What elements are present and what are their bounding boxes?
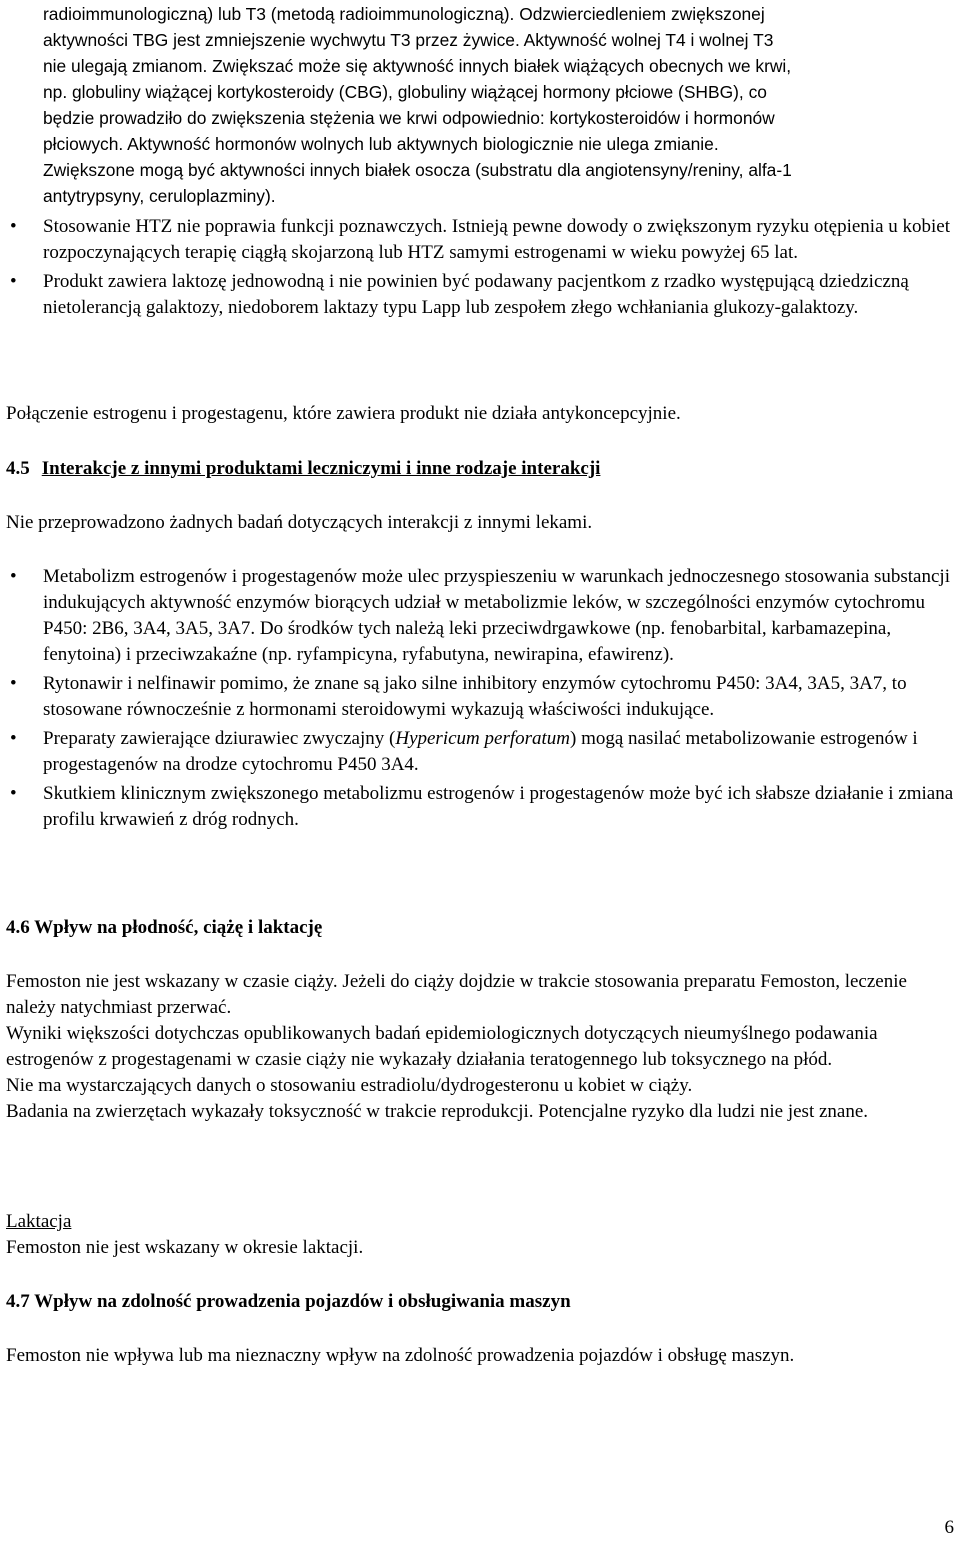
list-item-text: Rytonawir i nelfinawir pomimo, że znane są jako silne inhibitory enzymów cytochromu P450: 3A4, 3A5, 3A7, to stosowane równocześnie z hormonami steroidowymi wykazują właściwości indukujące. <box>43 673 907 720</box>
bullet-icon: • <box>10 783 17 804</box>
continued-text <box>43 1 958 209</box>
section-heading-4-5 <box>6 456 954 482</box>
paragraph: Femoston nie jest wskazany w okresie laktacji. <box>6 1237 364 1258</box>
paragraph: Nie przeprowadzono żadnych badań dotyczących interakcji z innymi lekami. <box>6 512 593 533</box>
list-item <box>6 726 954 778</box>
paragraph: Nie ma wystarczających danych o stosowaniu estradiolu/dydrogesteronu u kobiet w ciąży. <box>6 1075 693 1096</box>
bullet-icon: • <box>10 271 17 292</box>
section-number: 4.5 <box>6 458 30 479</box>
paragraph: Połączenie estrogenu i progestagenu, które zawiera produkt nie działa antykoncepcyjnie. <box>6 403 681 424</box>
list-item <box>6 781 954 833</box>
list-item <box>6 269 954 321</box>
bullet-icon: • <box>10 566 17 587</box>
text-line: antytrypsyny, ceruloplazminy). <box>43 186 276 206</box>
list-item <box>6 214 954 266</box>
text-line: Zwiększone mogą być aktywności innych białek osocza (substratu dla angiotensyny/reniny, alfa-1 <box>43 160 792 180</box>
list-item <box>6 564 954 668</box>
text-line: aktywności TBG jest zmniejszenie wychwytu T3 przez żywice. Aktywność wolnej T4 i wolnej T3 <box>43 30 774 50</box>
bullet-icon: • <box>10 673 17 694</box>
paragraph: Femoston nie wpływa lub ma nieznaczny wpływ na zdolność prowadzenia pojazdów i obsługę maszyn. <box>6 1345 795 1366</box>
subheading-lactation: Laktacja <box>6 1211 72 1232</box>
bullet-list-interactions <box>6 564 954 833</box>
text-line: płciowych. Aktywność hormonów wolnych lub aktywnych biologicznie nie ulega zmianie. <box>43 134 719 154</box>
page-number: 6 <box>944 1517 954 1538</box>
lactation-block <box>6 1209 954 1261</box>
section-heading-4-6: 4.6 Wpływ na płodność, ciążę i laktację <box>6 917 323 938</box>
paragraph: Femoston nie jest wskazany w czasie ciąży. Jeżeli do ciąży dojdzie w trakcie stosowania preparatu Femoston, leczenie należy natychmiast przerwać. <box>6 971 907 1018</box>
list-item-text: Skutkiem klinicznym zwiększonego metabolizmu estrogenów i progestagenów może być ich słabsze działanie i zmiana profilu krwawień z dróg rodnych. <box>43 783 954 830</box>
list-item <box>6 671 954 723</box>
section-title: Interakcje z innymi produktami leczniczymi i inne rodzaje interakcji <box>41 458 601 479</box>
bullet-icon: • <box>10 216 17 237</box>
paragraph: Badania na zwierzętach wykazały toksyczność w trakcie reprodukcji. Potencjalne ryzyko dla ludzi nie jest znane. <box>6 1101 869 1122</box>
paragraph: Wyniki większości dotychczas opublikowanych badań epidemiologicznych dotyczących nieumyślnego podawania estrogenów z progestagenami w czasie ciąży nie wykazały działania teratogennego lub toksycznego na płód. <box>6 1023 878 1070</box>
text-line: nie ulegają zmianom. Zwiększać może się aktywność innych białek wiążących obecnych we krwi, <box>43 56 792 76</box>
text-line: radioimmunologiczną) lub T3 (metodą radioimmunologiczną). Odzwierciedleniem zwiększonej <box>43 4 765 24</box>
text-line: będzie prowadziło do zwiększenia stężenia we krwi odpowiednio: kortykosteroidów i hormonów <box>43 108 775 128</box>
text-span: ) mogą nasilać metabolizowanie estrogenów i progestagenów na drodze cytochromu P450 3A4. <box>43 728 918 775</box>
section-heading-4-7: 4.7 Wpływ na zdolność prowadzenia pojazdów i obsługiwania maszyn <box>6 1291 571 1312</box>
bullet-list-top <box>6 214 954 321</box>
bullet-icon: • <box>10 728 17 749</box>
text-line: np. globuliny wiążącej kortykosteroidy (CBG), globuliny wiążącej hormony płciowe (SHBG), co <box>43 82 767 102</box>
text-span: Preparaty zawierające dziurawiec zwyczajny ( <box>43 728 396 749</box>
latin-name: Hypericum perforatum <box>395 728 571 749</box>
list-item-text: Metabolizm estrogenów i progestagenów może ulec przyspieszeniu w warunkach jednoczesnego stosowania substancji indukujących aktywność enzymów biorących udział w metabolizmie leków, w szczególności enzymów cytochromu P450: 2B6, 3A4, 3A5, 3A7. Do środków tych należą leki przeciwdrgawkowe (np. fenobarbital, karbamazepina, fenytoina) i przeciwzakaźne (np. ryfampicyna, ryfabutyna, newirapina, efawirenz). <box>43 566 950 665</box>
list-item-text <box>43 728 918 775</box>
section-4-6-body <box>6 969 954 1125</box>
list-item-text: Produkt zawiera laktozę jednowodną i nie powinien być podawany pacjentkom z rzadko występującą dziedziczną nietolerancją galaktozy, niedoborem laktazy typu Lapp lub zespołem złego wchłaniania glukozy-galaktozy. <box>43 271 909 318</box>
list-item-text: Stosowanie HTZ nie poprawia funkcji poznawczych. Istnieją pewne dowody o zwiększonym ryzyku otępienia u kobiet rozpoczynających terapię ciągłą skojarzoną lub HTZ samymi estrogenami w wieku powyżej 65 lat. <box>43 216 950 263</box>
